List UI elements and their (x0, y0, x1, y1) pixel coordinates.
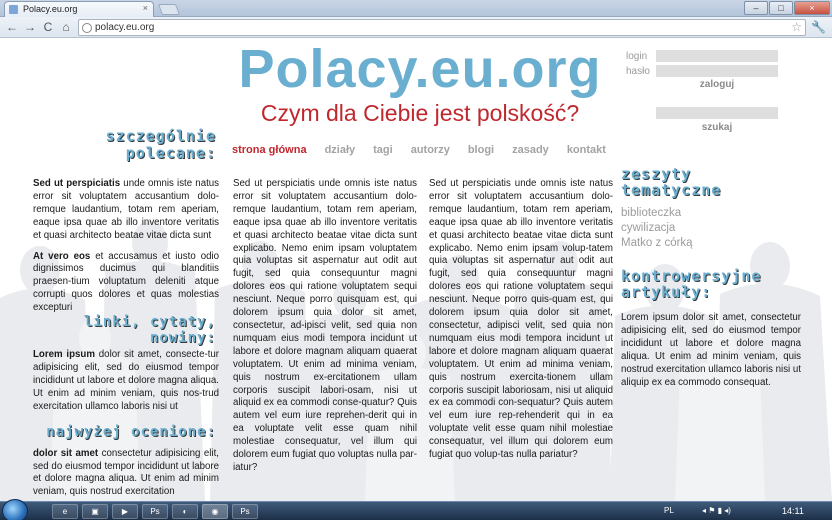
window-controls (744, 1, 830, 15)
taskbar-photoshop-icon[interactable]: Ps (142, 504, 168, 519)
login-panel (626, 49, 786, 90)
article-column-2 (429, 178, 613, 470)
main-menu (232, 144, 622, 156)
browser-tab[interactable] (4, 1, 154, 17)
zeszyty-item[interactable]: cywilizacja (621, 222, 676, 234)
search-button[interactable]: szukaj (701, 122, 733, 133)
tray-icons[interactable]: ◂ ⚑ ▮ ◂) (702, 506, 731, 515)
start-button[interactable] (2, 499, 28, 520)
new-tab-button[interactable] (158, 4, 180, 15)
links-heading: linki, cytaty, nowiny: (83, 314, 216, 346)
forward-button[interactable]: → (24, 20, 36, 34)
taskbar-chrome-icon[interactable]: ◉ (202, 504, 228, 519)
back-button[interactable]: ← (6, 20, 18, 34)
maximize-button[interactable]: □ (769, 1, 793, 15)
windows-taskbar (0, 501, 832, 520)
password-input[interactable] (656, 65, 778, 77)
globe-icon (82, 23, 92, 33)
menu-item-blogs[interactable]: blogi (467, 144, 495, 156)
featured-heading-line2: polecane: (125, 144, 216, 162)
password-label: hasło (626, 65, 650, 77)
top-rated-item-1[interactable] (33, 448, 219, 500)
top-rated-item-1-text: consectetur adipisicing elit, sed do eiusmod tempor incididunt ut labore et dolore magna aliqua. Ut enim ad minim veniam, quis nostrud exercitation (33, 447, 219, 498)
clock[interactable]: 14:11 (782, 506, 804, 516)
featured-heading-line1: szczególnie (105, 127, 216, 145)
taskbar-explorer-icon[interactable]: ▣ (82, 504, 108, 519)
menu-item-home[interactable]: strona główna (232, 144, 307, 156)
featured-heading (80, 128, 216, 162)
reload-button[interactable]: C (43, 20, 53, 34)
login-label: login (626, 50, 648, 62)
links-item-1[interactable] (33, 349, 219, 414)
menu-item-authors[interactable]: autorzy (410, 144, 450, 156)
featured-item-1-title: Sed ut perspiciatis (33, 178, 121, 189)
links-item-1-text: dolor sit amet, consecte-tur adipisicing elit, sed do eiusmod tempor incididunt ut labore et dolore magna aliqua. Ut enim ad minim veniam, quis nos-trud exercitation ullamco laboris nisi ut (33, 349, 220, 412)
featured-item-1[interactable] (33, 178, 219, 243)
site-title[interactable]: Polacy.eu.org (238, 39, 602, 99)
browser-titlebar (0, 0, 832, 17)
zeszyty-list (621, 206, 693, 251)
featured-item-2[interactable] (33, 251, 219, 316)
featured-item-1-text: unde omnis iste natus error sit voluptatem accusantium dolo-remque laudantium, totam rem aperiam, eaque ipsa quae ab illo inventore veritatis et quasi architecto beatae vitae dicta sunt (33, 178, 220, 241)
favicon-icon (9, 5, 18, 14)
zeszyty-heading (621, 166, 721, 198)
wrench-menu-icon[interactable]: 🔧 (811, 20, 826, 34)
site-tagline: Czym dla Ciebie jest polskość? (260, 100, 580, 126)
links-item-1-title: Lorem ipsum (33, 349, 95, 361)
search-input[interactable] (656, 107, 778, 119)
zeszyty-item[interactable]: Matko z córką (621, 237, 693, 249)
minimize-button[interactable]: – (744, 1, 768, 15)
menu-item-contact[interactable]: kontakt (566, 144, 606, 156)
address-bar[interactable] (78, 19, 806, 36)
taskbar-app-icon[interactable]: ◐ (172, 504, 198, 519)
taskbar-photoshop2-icon[interactable]: Ps (232, 504, 258, 519)
controversial-text[interactable]: Lorem ipsum dolor sit amet, consectetur adipisicing elit, sed do eiusmod tempor incididunt ut labore et dolore magna aliqua. Ut enim ad minim veniam, quis nostrud exercitation ullamco laboris nisi ut aliquip ex ea commodo consequat. (621, 312, 801, 388)
system-tray (632, 502, 832, 520)
controversial-heading (621, 268, 761, 300)
taskbar-ie-icon[interactable]: e (52, 504, 78, 519)
article-text-2: Sed ut perspiciatis unde omnis iste natus error sit voluptatem accusantium dolo-remque laudantium, totam rem aperiam, eaque ipsa quae ab illo inventore veritatis et quasi architecto beatae vitae dicta sunt explicabo. Nemo enim ipsam volup-tatem quia voluptas sit aspernatur aut odit aut fugit, sed quia consequuntur magni dolores eos qui ratione voluptatem sequi nesciunt. Neque porro quis-quam est, qui dolorem ipsum quia dolor sit amet, consectetur, adipisci velit, sed quia non numquam eius modi tempora incidunt ut labore et dolore magnam aliquam quaerat voluptatem. Ut enim ad minima veniam, quis nostrum exercita-tionem ullam corporis suscipit laboriosam, nisi ut aliquid ex ea commodi con-sequatur? Quis autem vel eum iure rep-rehenderit qui in ea voluptate velit esse quam nihil molestiae consequatur, vel illum qui dolorem eum fugiat quo volup-tas nulla pariatur? (429, 178, 613, 461)
language-indicator[interactable]: PL (664, 506, 674, 515)
tab-close-icon[interactable]: × (142, 3, 148, 13)
controversial-heading-line2: artykuły: (621, 283, 712, 301)
controversial-column (621, 312, 801, 397)
menu-item-rules[interactable]: zasady (512, 144, 549, 156)
tab-title: Polacy.eu.org (23, 4, 78, 14)
menu-item-sections[interactable]: działy (324, 144, 356, 156)
page-content (0, 38, 832, 501)
menu-item-tags[interactable]: tagi (373, 144, 393, 156)
login-input[interactable] (656, 50, 778, 62)
search-panel (656, 107, 778, 133)
top-rated-heading: najwyżej ocenione: (46, 424, 216, 440)
browser-toolbar (0, 17, 832, 38)
article-text-1: Sed ut perspiciatis unde omnis iste natus error sit voluptatem accusantium dolo-remque laudantium, totam rem aperiam, eaque ipsa quae ab illo inventore veritatis et quasi architecto beatae vitae dicta sunt explicabo. Nemo enim ipsam voluptatem quia voluptas sit aspernatur aut odit aut fugit, sed quia consequuntur magni dolores eos qui ratione voluptatem sequi nesciunt. Neque porro quisquam est, qui dolorem ipsum quia dolor sit amet, consectetur, ad-ipisci velit, sed quia non numquam eius modi tempora incidunt ut labore et dolore magnam aliquam quaerat voluptatem. Ut enim ad minima veniam, quis nostrum ex-ercitationem ullam corporis suscipit labori-osam, nisi ut aliquid ex ea commodi conse-quatur? Quis autem vel eum iure reprehen-derit qui in ea voluptate velit esse quam nihil molestiae consequatur, vel illum qui dolorem eum fugiat quo voluptas nulla par-iatur? (233, 178, 417, 473)
top-rated-item-1-title: dolor sit amet (33, 447, 99, 459)
left-column (33, 178, 219, 501)
featured-item-2-title: At vero eos (33, 250, 91, 262)
close-window-button[interactable]: × (794, 1, 830, 15)
zeszyty-heading-line1: zeszyty (621, 165, 692, 183)
featured-item-2-text: et accusamus et iusto odio dignissimos ducimus qui blanditiis praesen-tium voluptatum deleniti atque corrupti quos dolores et quas molestias excepturi (33, 250, 220, 314)
controversial-heading-line1: kontrowersyjne (621, 267, 762, 285)
bookmark-star-icon[interactable]: ☆ (791, 20, 802, 34)
home-button[interactable]: ⌂ (62, 20, 70, 34)
login-button[interactable]: zaloguj (699, 79, 735, 90)
zeszyty-heading-line2: tematyczne (621, 181, 722, 199)
article-column-1 (233, 178, 417, 483)
zeszyty-item[interactable]: biblioteczka (621, 207, 682, 219)
taskbar-media-icon[interactable]: ▶ (112, 504, 138, 519)
url-text: polacy.eu.org (95, 22, 155, 33)
